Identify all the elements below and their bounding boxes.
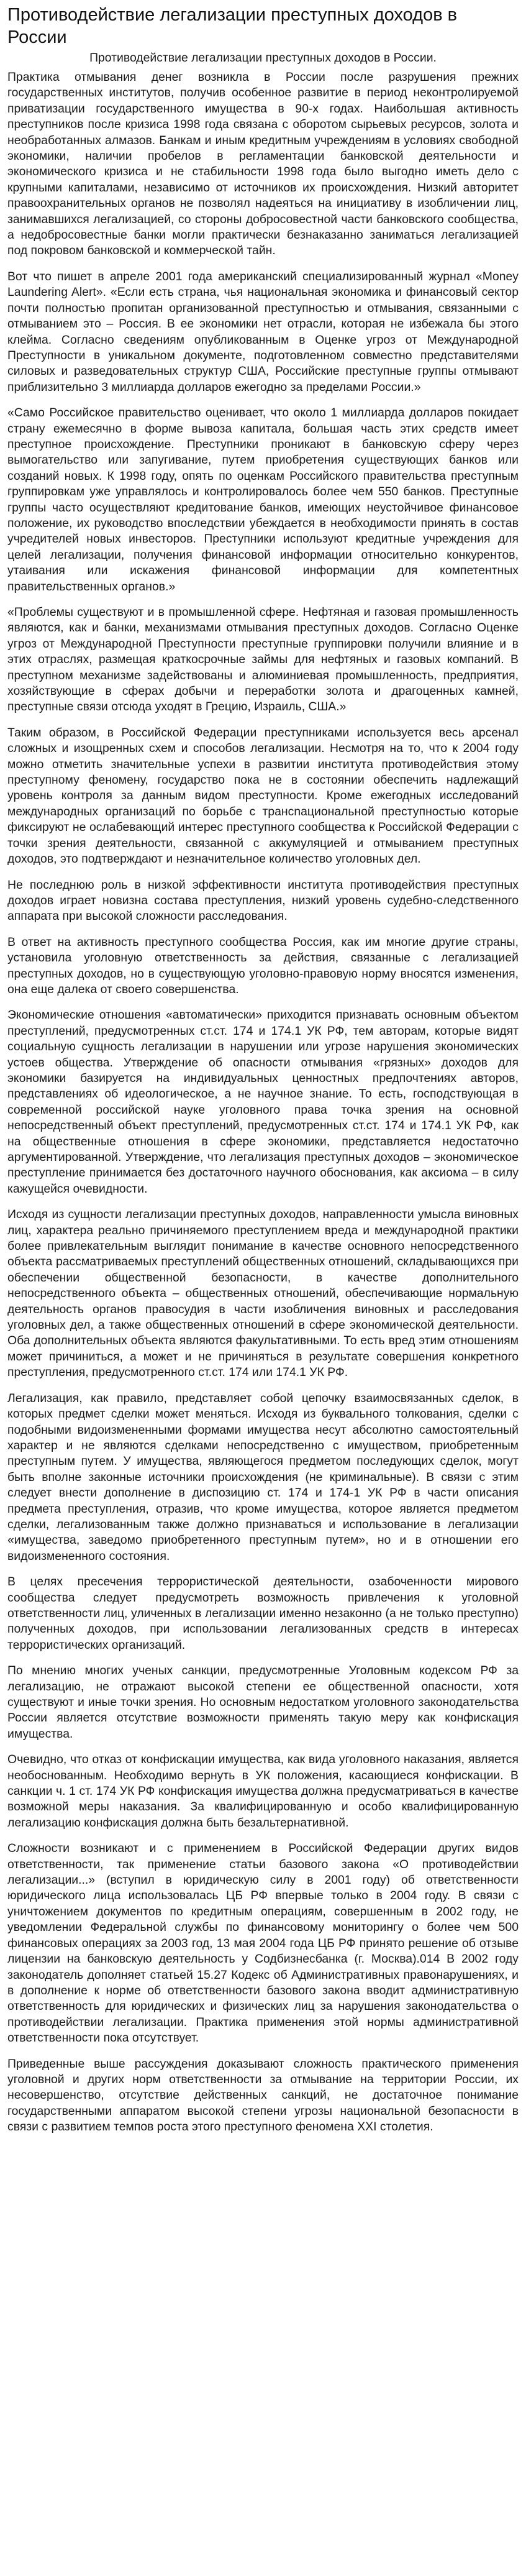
paragraph-14: Сложности возникают и с применением в Российской Федерации других видов ответственности, так применение статьи базового закона «О противодействии легализации...» (вступил в юридическую силу в 2001 году) об ответственности юридического лица использовалась ЦБ РФ впервые только в 2004 году. В связи с уничтожением документов по кредитным операциям, совершенным в 2002 году, не уведомлении Федеральной службы по финансовому мониторингу о более чем 500 финансовых операциях за 2003 год, 13 мая 2004 года ЦБ РФ принято решение об отзыве лицензии на банковскую деятельность у Содбизнесбанка (г. Москва).014 В 2002 году законодатель дополняет статьей 15.27 Кодекс об Административных правонарушениях, и в дополнение к норме об ответственности базового закона вводит административную ответственность для юридических и физических лиц за нарушения законодательства о противодействии легализации. Практика применения этой нормы административной ответственности пока отсутствует. <box>7 1841 519 2045</box>
paragraph-3: «Само Российское правительство оценивает, что около 1 миллиарда долларов покидает страну ежемесячно в форме вывоза капитала, большая часть этих средств имеет преступное происхождение. Преступники проникают в банковскую сферу через вымогательство или запугивание, путем приобретения существующих банков или созданий новых. К 1998 году, опять по оценкам Российского правительства преступным группировкам уже управлялось и контролировалось более чем 550 банков. Преступные группы часто осуществляют кредитование банков, имеющих неустойчивое финансовое положение, их руководство впоследствии убеждается в необходимости принять в состав учредителей новых инвесторов. Преступники используют кредитные учреждения для целей легализации, получения финансовой информации относительно конкурентов, утаивания или искажения финансовой информации для компетентных правительственных органов.» <box>7 406 519 594</box>
paragraph-2: Вот что пишет в апреле 2001 года американский специализированный журнал «Money Laundering Alert». «Если есть страна, чья национальная экономика и финансовый сектор почти полностью пропитан организованной преступностью и отмывания, связанными с отмыванием это – Россия. В ее экономики нет отрасли, которая не избежала бы этого клейма. Согласно сведениям опубликованным в Оценке угроз от Международной Преступности в уникальном документе, подготовленном совместно представителями силовых и разведовательных структур США, Российские преступные группы отмывают приблизительно 3 миллиарда долларов ежегодно за пределами России.» <box>7 269 519 394</box>
paragraph-9: Исходя из сущности легализации преступных доходов, направленности умысла виновных лиц, характера реально причиняемого преступлением вреда и международной практики более привлекательным выглядит понимание в качестве основного непосредственного объекта рассматриваемых преступлений общественных отношений, складывающихся при обеспечении общественной безопасности, в качестве дополнительного непосредственного объекта – общественных отношений, обеспечивающие нормальную деятельность органов правосудия в части изобличения виновных и расследования уголовных дел, а также общественных отношений в сфере экономической деятельности. Оба дополнительных объекта являются факультативными. То есть вред этим отношениям может причиниться, а может и не причиняться в результате совершения конкретного преступления, предусмотренного ст.ст. 174 или 174.1 УК РФ. <box>7 1208 519 1380</box>
article-subtitle: Противодействие легализации преступных доходов в России. <box>89 51 437 65</box>
paragraph-10: Легализация, как правило, представляет собой цепочку взаимосвязанных сделок, в которых предмет сделки может меняться. Исходя из буквального толкования, сделки с подобными видоизмененными формами имущества несут абсолютно самостоятельный характер и не являются сделками непосредственно с имуществом, приобретенным преступным путем. У имущества, являющегося предметом последующих сделок, могут быть вполне законные источники происхождения (не криминальные). В связи с этим следует внести дополнение в диспозицию ст. 174 и 174-1 УК РФ в части описания предмета преступления, отразив, что кроме имущества, которое является предметом сделки, легализованным также должно признаваться и использование в легализации «имущества, заведомо приобретенного преступным путем», но и в отношении его видоизмененного состояния. <box>7 1391 519 1563</box>
paragraph-1: Практика отмывания денег возникла в России после разрушения прежних государственных институтов, получив особенное развитие в период неконтролируемой приватизации государственного имущества в 90-х годах. Наибольшая активность преступников после кризиса 1998 года связана с оборотом сырьевых ресурсов, золота и необработанных алмазов. Банкам и иным кредитным учреждениям в условиях свободной экономики, наличии пробелов в регламентации банковской деятельности и экономического кризиса и не стабильности 1998 года было выгодно иметь дело с крупными капиталами, независимо от источников их происхождения. Низкий авторитет правоохранительных органов не позволял надеяться на инициативу в изобличении лиц, занимавшихся легализацией, со стороны добросовестной части банковского сообщества, а недобросовестные банки могли практически безнаказанно заниматься легализацией под покровом банковской и коммерческой тайн. <box>7 70 519 258</box>
paragraph-15: Приведенные выше рассуждения доказывают сложность практического применения уголовной и других норм ответственности за отмывание на территории России, их несовершенство, отсутствие действенных санкций, не достаточное понимание государственными аппаратом высокой степени угрозы национальной безопасности в связи с развитием темпов роста этого преступного феномена XXI столетия. <box>7 2056 519 2134</box>
paragraph-12: По мнению многих ученых санкции, предусмотренные Уголовным кодексом РФ за легализацию, не отражают высокой степени ее общественной опасности, хотя существуют и иные точки зрения. Но основным недостатком уголовного законодательства России является отсутствие возможности применять такую меру как конфискация имущества. <box>7 1664 519 1741</box>
paragraph-7: В ответ на активность преступного сообщества Россия, как им многие другие страны, установила уголовную ответственность за действия, связанные с легализацией преступных доходов, но в существующую уголовно-правовую норму вносятся изменения, она еще далека от своего совершенства. <box>7 935 519 996</box>
paragraph-4: «Проблемы существуют и в промышленной сфере. Нефтяная и газовая промышленность являются, как и банки, механизмами отмывания преступных доходов. Согласно Оценке угроз от Международной Преступности преступные группировки получили влияние и в этих отраслях, размещая краткосрочные займы для нефтяных и газовых компаний. В преступном механизме задействованы и алюминиевая промышленность, предприятия, хозяйствующие в сферах добычи и переработки золота и драгоценных камней, преступные связи отсюда уходят в Грецию, Израиль, США.» <box>7 605 519 714</box>
paragraph-8: Экономические отношения «автоматически» приходится признавать основным объектом преступлений, предусмотренных ст.ст. 174 и 174.1 УК РФ, тем авторам, которые видят социальную сущность легализации в нарушении или угрозе нарушения экономических устоев общества. Утверждение об опасности отмывания «грязных» доходов для экономики базируется на индивидуальных ценностных предпочтениях авторов, представлениях об идеологическое, а не научное знание. То есть, господствующая в современной российской науке уголовного права точка зрения на основной непосредственный объект преступлений, предусмотренных ст.ст. 174 и 174.1 УК РФ, как на общественные отношения в сфере экономики, представляется недостаточно аргументированной. Утверждение, что легализация преступных доходов – экономическое преступление принимается без достаточного научного обоснования, как аксиома – в силу кажущейся очевидности. <box>7 1008 519 1196</box>
page-title: Противодействие легализации преступных доходов в России <box>7 5 458 47</box>
paragraph-5: Таким образом, в Российской Федерации преступниками используется весь арсенал сложных и изощренных схем и способов легализации. Несмотря на то, что к 2004 году можно отметить значительные успехи в развитии института противодействия этому преступному феномену, государство пока не в состоянии обеспечить надлежащий уровень контроля за данным видом преступности. Кроме ежегодных исследований международных организаций по борьбе с трансnациональной преступностью которые фиксируют не ослабевающий интерес преступного сообщества к Российской Федерации с точки зрения деятельности, связанной с аккумуляцией и отмыванием преступных доходов, это подтверждают и незначительное количество уголовных дел. <box>7 725 519 866</box>
paragraph-6: Не последнюю роль в низкой эффективности института противодействия преступных доходов играет новизна состава преступления, низкий уровень судебно-следственного аппарата при высокой сложности расследования. <box>7 878 519 924</box>
paragraph-13: Очевидно, что отказ от конфискации имущества, как вида уголовного наказания, является необоснованным. Необходимо вернуть в УК положения, касающиеся конфискации. В санкции ч. 1 ст. 174 УК РФ конфискация имущества должна предусматриваться в качестве возможной меры наказания. За квалифицированную и особо квалифицированную легализацию конфискация должна быть безальтернативной. <box>7 1753 519 1830</box>
paragraph-11: В целях пресечения террористической деятельности, озабоченности мирового сообщества следует предусмотреть возможность привлечения к уголовной ответственности лиц, уличенных в легализации именно незаконно (а не только преступно) полученных доходов, при использовании легализованных средств в интересах террористических организаций. <box>7 1575 519 1652</box>
